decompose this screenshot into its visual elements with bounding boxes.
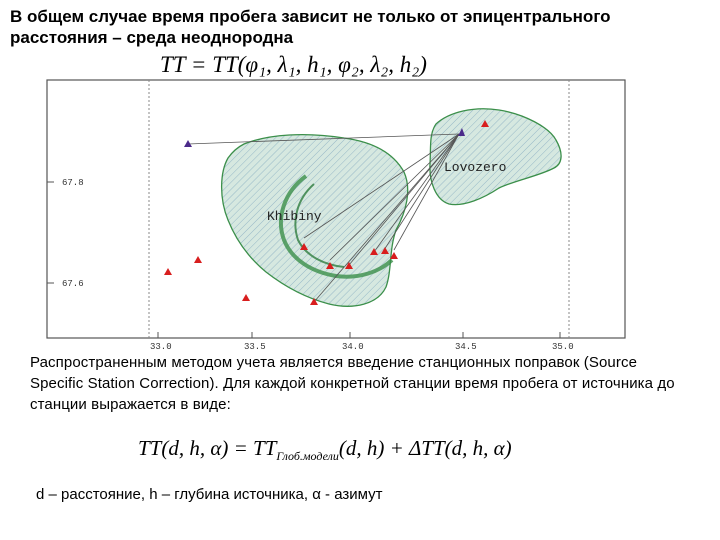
formula-lhs: TT(d, h, α) = TT (138, 436, 277, 460)
lon-tick-label: 35.0 (552, 342, 574, 352)
lon-tick-label: 33.5 (244, 342, 266, 352)
region-label-lovozero: Lovozero (444, 160, 507, 175)
formula-station-correction (138, 436, 512, 464)
variable-legend: d – расстояние, h – глубина источника, α - азимут (36, 486, 383, 503)
method-description: Распространенным методом учета является введение станционных поправок (Source Specific Station Correction). Для каждой конкретной станции время пробега от источника до станции выражается в виде: (30, 354, 675, 413)
region-label-khibiny: Khibiny (267, 209, 322, 224)
formula-subscript: Глоб.модели (276, 449, 339, 464)
lon-tick-label: 34.0 (342, 342, 364, 352)
khibiny-lovozero-map (44, 72, 629, 352)
lon-tick-label: 33.0 (150, 342, 172, 352)
formula-travel-time-coords: TT = TT(φ₁, λ₁, h₁, φ₂, λ₂, h₂) (160, 52, 427, 77)
lat-tick-label: 67.6 (62, 279, 84, 289)
lat-tick-label: 67.8 (62, 178, 84, 188)
formula-rhs: (d, h) + ΔTT(d, h, α) (338, 436, 512, 460)
lon-tick-label: 34.5 (455, 342, 477, 352)
slide-title: В общем случае время пробега зависит не только от эпицентрального расстояния – среда неоднородна (10, 7, 611, 47)
